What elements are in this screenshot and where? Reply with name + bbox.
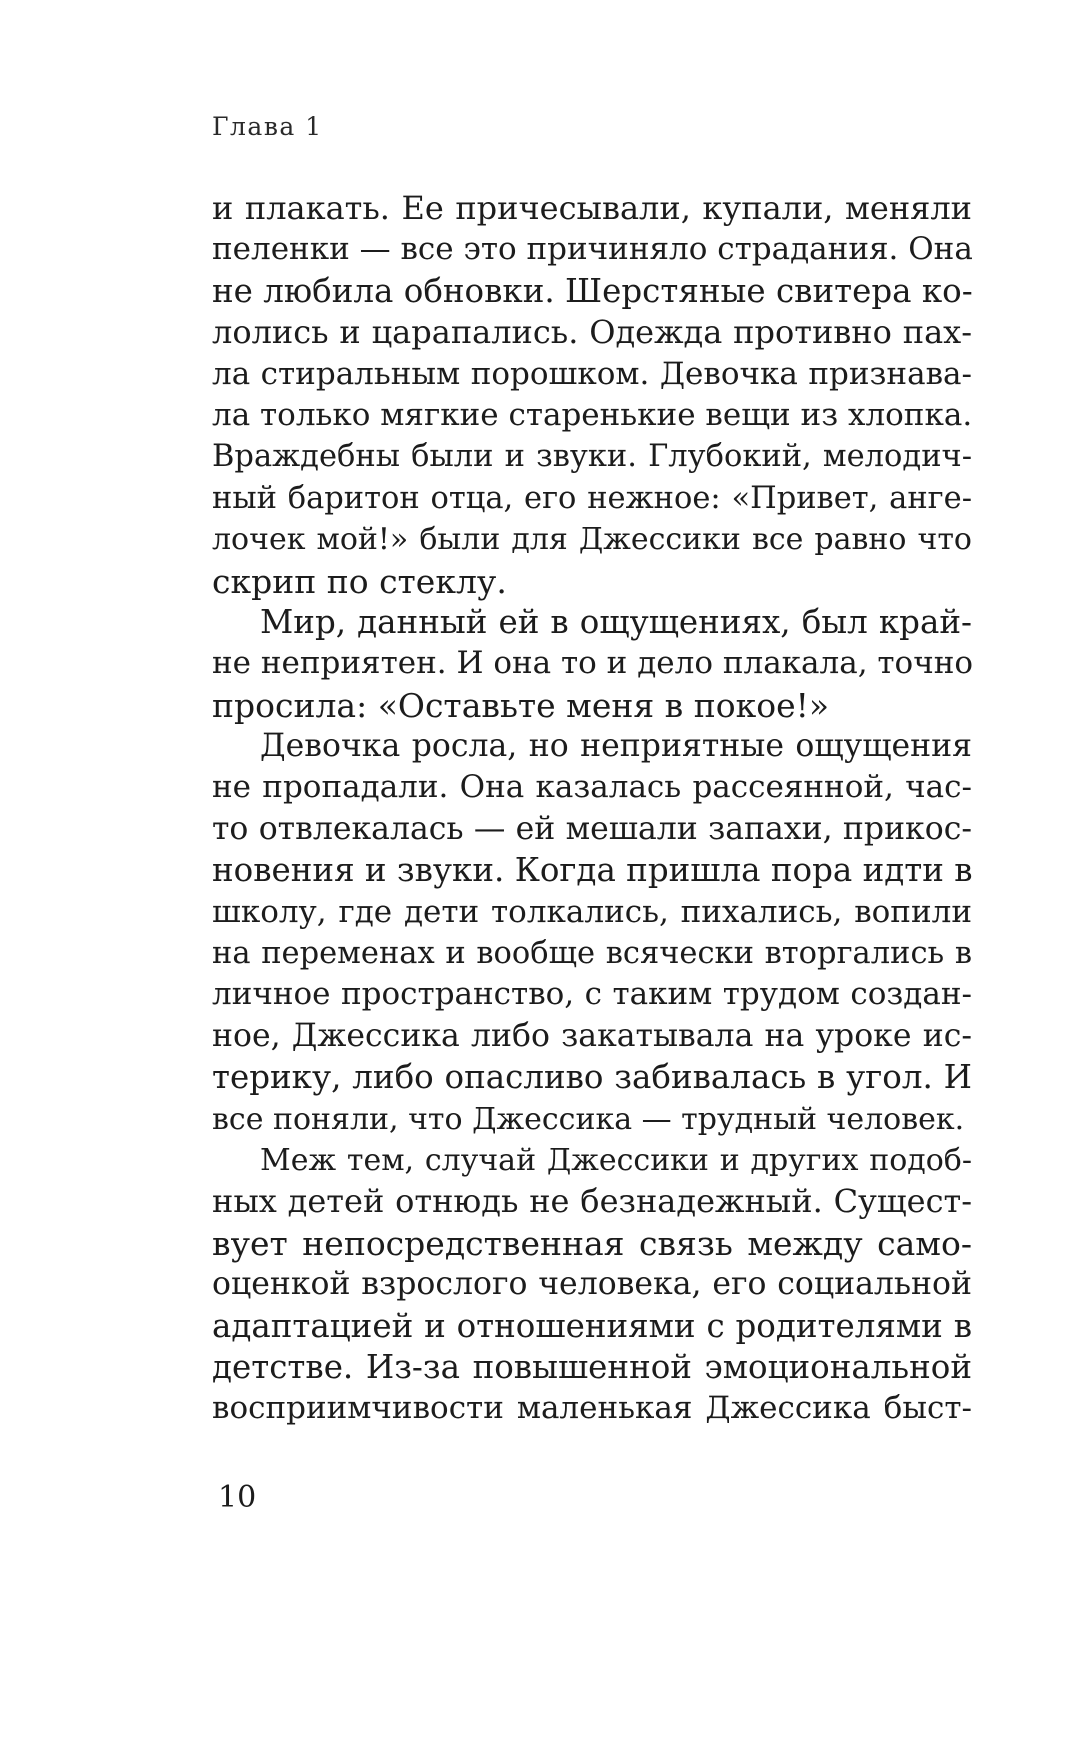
text-line: Девочка росла, но неприятные ощущения: [260, 728, 972, 765]
text-line: не пропадали. Она казалась рассеянной, час-: [212, 769, 972, 806]
text-line: просила: «Оставьте меня в покое!»: [212, 685, 830, 725]
text-line: оценкой взрослого человека, его социальной: [212, 1266, 972, 1303]
text-line: вует непосредственная связь между само-: [212, 1223, 972, 1263]
text-line: то отвлекалась — ей мешали запахи, прикос-: [212, 810, 972, 847]
text-line: не любила обновки. Шерстяные свитера ко-: [212, 271, 973, 310]
text-line: скрип по стеклу.: [212, 561, 507, 601]
text-line: адаптацией и отношениями с родителями в: [212, 1306, 972, 1345]
text-line: ла только мягкие старенькие вещи из хлопка.: [212, 396, 973, 433]
text-line: новения и звуки. Когда пришла пора идти в: [212, 851, 973, 890]
text-line: пеленки — все это причиняло страдания. Она: [212, 231, 973, 268]
text-line: терику, либо опасливо забивалась в угол. И: [212, 1058, 972, 1097]
text-line: лочек мой!» были для Джессики все равно что: [212, 522, 972, 558]
text-line: Мир, данный ей в ощущениях, был край-: [260, 602, 972, 641]
running-head: Глава 1: [212, 112, 323, 141]
body-text: [212, 188, 972, 1430]
text-line: детстве. Из-за повышенной эмоциональной: [212, 1347, 972, 1386]
text-line: не неприятен. И она то и дело плакала, точно: [212, 645, 974, 682]
text-line: на переменах и вообще всячески вторгались в: [212, 936, 972, 972]
text-line: Враждебны были и звуки. Глубокий, мелодич-: [212, 439, 972, 475]
text-line: восприимчивости маленькая Джессика быст-: [212, 1390, 972, 1427]
page-number: 10: [218, 1480, 257, 1515]
text-line: все поняли, что Джессика — трудный человек.: [212, 1101, 965, 1137]
text-line: ла стиральным порошком. Девочка признава-: [212, 355, 972, 392]
text-line: личное пространство, с таким трудом создан-: [212, 976, 972, 1013]
text-line: ных детей отнюдь не безнадежный. Сущест-: [212, 1182, 972, 1221]
text-line: Меж тем, случай Джессики и других подоб-: [260, 1142, 972, 1178]
text-line: школу, где дети толкались, пихались, вопили: [212, 893, 972, 930]
text-line: ное, Джессика либо закатывала на уроке ис-: [212, 1017, 972, 1054]
text-line: лолись и царапались. Одежда противно пах-: [212, 313, 972, 352]
text-line: и плакать. Ее причесывали, купали, меняли: [212, 189, 972, 227]
text-line: ный баритон отца, его нежное: «Привет, анге-: [212, 480, 972, 516]
